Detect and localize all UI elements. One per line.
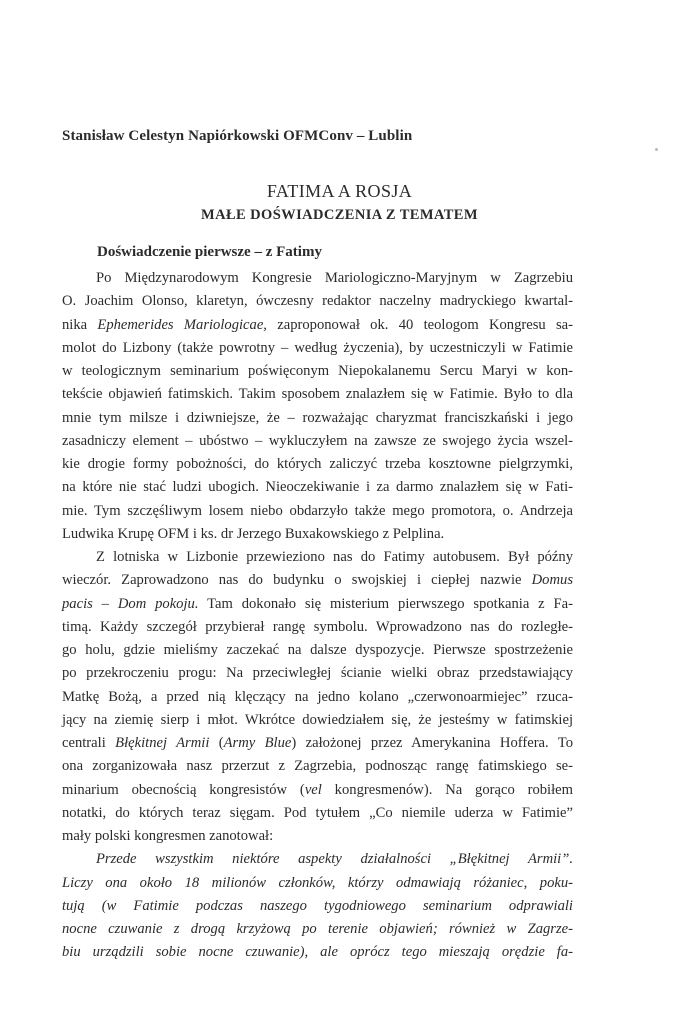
text-segment: Tam dokonało się misterium pierwszego spotkania z Fa- xyxy=(198,595,573,612)
text-line xyxy=(62,383,573,406)
text-segment: ona zorganizowała nasz przerzut z Zagrzebia, podnosząc rangę fatimskiego se- xyxy=(62,758,573,775)
italic-segment: Ephemerides Mariologicae, xyxy=(97,316,267,333)
text-line xyxy=(62,802,573,825)
text-line xyxy=(62,407,573,430)
text-line xyxy=(62,476,573,499)
text-line xyxy=(62,639,573,662)
italic-segment: pacis – Dom pokoju. xyxy=(62,595,199,612)
text-line xyxy=(62,290,573,313)
text-segment: Ludwika Krupę OFM i ks. dr Jerzego Buxakowskiego z Pelplina. xyxy=(62,525,445,542)
author-line: Stanisław Celestyn Napiórkowski OFMConv – Lublin xyxy=(62,128,413,144)
text-line xyxy=(62,755,573,778)
quote-line xyxy=(62,918,573,941)
text-segment: O. Joachim Olonso, klaretyn, ówczesny redaktor naczelny madryckiego kwartal- xyxy=(62,293,573,310)
text-line xyxy=(62,779,573,802)
text-segment: molot do Lizbony (także powrotny – według życzenia), by uczestniczyli w Fatimie xyxy=(62,339,573,356)
text-line xyxy=(62,709,573,732)
text-line xyxy=(62,523,573,546)
text-segment: biu urządzili sobie nocne czuwanie), ale oprócz tego mieszają orędzie fa- xyxy=(62,944,573,961)
text-line xyxy=(62,662,573,685)
text-segment: go holu, gdzie mieliśmy zaczekać na dalsze dyspozycje. Pierwsze spostrzeżenie xyxy=(62,642,573,658)
text-segment: ( xyxy=(209,735,224,751)
text-line xyxy=(62,546,573,569)
text-segment: zaproponował ok. 40 teologom Kongresu sa- xyxy=(266,316,573,333)
text-line xyxy=(62,267,573,290)
text-segment: w teologicznym seminarium poświęconym Niepokalanemu Sercu Maryi w kon- xyxy=(62,363,573,379)
text-segment: Przede wszystkim niektóre aspekty działalności „Błękitnej Armii”. xyxy=(96,851,573,868)
quote-line xyxy=(62,872,573,895)
text-segment: po przekroczeniu progu: Na przeciwległej ścianie wielki obraz przedstawiający xyxy=(62,665,573,682)
text-segment: centrali xyxy=(62,735,116,751)
text-segment: nocne czuwanie z drogą krzyżową po terenie objawień; również w Zagrze- xyxy=(62,921,573,937)
section-heading: Doświadczenie pierwsze – z Fatimy xyxy=(97,244,322,260)
italic-segment: Domus xyxy=(531,572,573,589)
italic-segment: vel xyxy=(304,781,322,798)
text-line xyxy=(62,569,573,592)
text-segment: na które nie stać ludzi ubogich. Nieoczekiwanie i za darmo znalazłem się w Fati- xyxy=(62,479,573,496)
text-segment: Po Międzynarodowym Kongresie Mariologiczno-Maryjnym w Zagrzebiu xyxy=(96,270,573,286)
text-segment: mały polski kongresmen zanotował: xyxy=(62,828,274,844)
text-segment: kie drogie formy pobożności, do których zaliczyć trzeba kosztowne pielgrzymki, xyxy=(62,456,573,472)
text-segment: kongresmenów). Na gorąco robiłem xyxy=(321,781,573,798)
text-line xyxy=(62,825,573,848)
text-line xyxy=(62,314,573,337)
text-line xyxy=(62,500,573,523)
text-line xyxy=(62,732,573,755)
article-subtitle: MAŁE DOŚWIADCZENIA Z TEMATEM xyxy=(201,207,478,223)
italic-segment: Army Blue xyxy=(223,735,292,751)
text-line xyxy=(62,686,573,709)
text-segment: mie. Tym szczęśliwym losem niebo obdarzyło także mego promotora, o. Andrzeja xyxy=(62,502,573,519)
text-segment: nika xyxy=(62,316,98,333)
italic-segment: Błękitnej Armii xyxy=(115,735,210,751)
text-segment: Matkę Bożą, a przed nią klęczący na jedno kolano „czerwonoarmiejec” rzuca- xyxy=(62,688,573,705)
text-segment: Liczy ona około 18 milionów członków, którzy odmawiają różaniec, poku- xyxy=(62,874,573,891)
text-segment: timą. Każdy szczegół przybierał rangę symbolu. Wprowadzono nas do rozległe- xyxy=(62,618,573,635)
text-line xyxy=(62,453,573,476)
text-segment: jący na ziemię sierp i młot. Wkrótce dowiedziałem się, że jesteśmy w fatimskiej xyxy=(62,711,573,728)
quote-line xyxy=(62,941,573,964)
text-segment: tekście objawień fatimskich. Takim sposobem znalazłem się w Fatimie. Było to dla xyxy=(62,386,573,403)
text-segment: ) założonej przez Amerykanina Hoffera. To xyxy=(291,735,573,751)
text-line xyxy=(62,337,573,360)
body-text xyxy=(62,267,573,965)
text-segment: zasadniczy element – ubóstwo – wykluczyłem na zawsze ze swojego życia wszel- xyxy=(62,432,573,449)
article-title: FATIMA A ROSJA xyxy=(266,181,413,201)
text-segment: Z lotniska w Lizbonie przewieziono nas do Fatimy autobusem. Był późny xyxy=(96,549,573,565)
quote-line xyxy=(62,848,573,871)
text-line xyxy=(62,593,573,616)
text-line xyxy=(62,616,573,639)
scan-speck xyxy=(655,148,658,151)
quote-line xyxy=(62,895,573,918)
text-segment: wieczór. Zaprowadzono nas do budynku o swojskiej i ciepłej nazwie xyxy=(62,572,532,589)
text-line xyxy=(62,430,573,453)
text-segment: minarium obecnością kongresistów ( xyxy=(62,781,305,798)
text-segment: mnie tym milsze i dziwniejsze, że – rozważając charyzmat franciszkański i jego xyxy=(62,409,573,426)
text-segment: tują (w Fatimie podczas naszego tygodniowego seminarium odprawiali xyxy=(62,897,573,914)
text-line xyxy=(62,360,573,383)
text-segment: notatki, do których teraz sięgam. Pod tytułem „Co niemile uderza w Fatimie” xyxy=(62,804,573,821)
